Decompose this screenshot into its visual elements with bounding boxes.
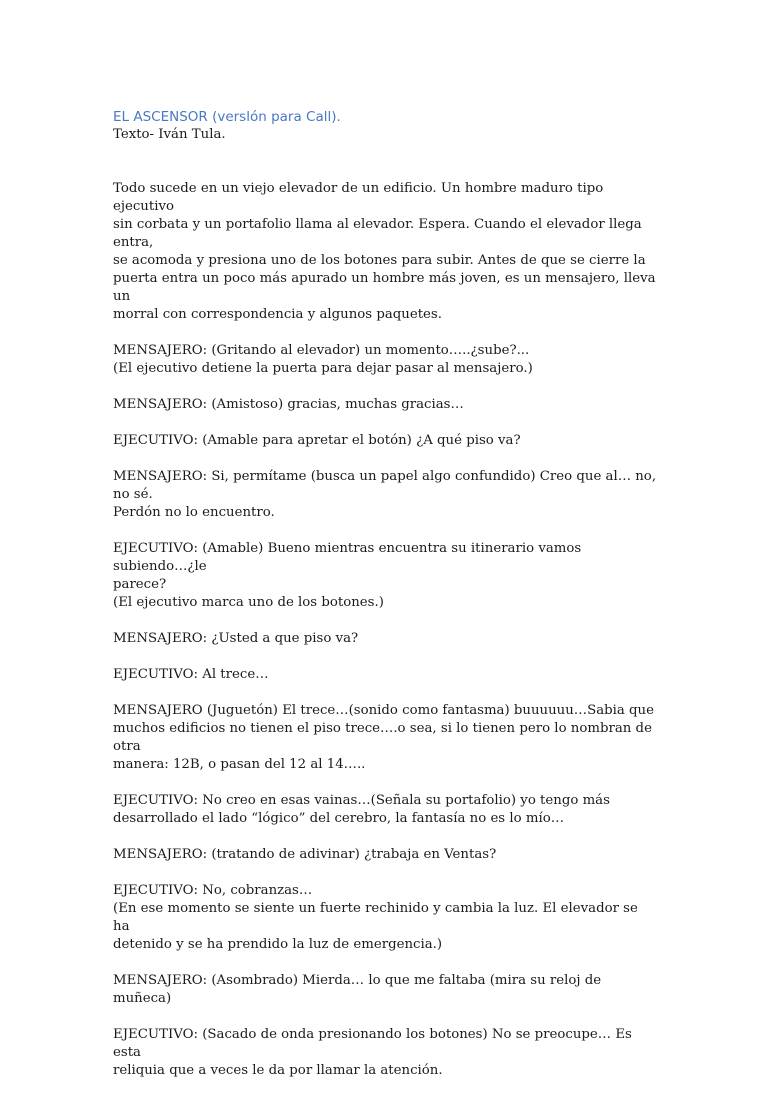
dialogue-paragraph <box>113 972 658 1008</box>
document-author: Texto- Iván Tula. <box>113 127 226 142</box>
dialogue-line: MENSAJERO: (tratando de adivinar) ¿trabaja en Ventas? <box>113 847 497 862</box>
dialogue-line: manera: 12B, o pasan del 12 al 14….. <box>113 757 366 772</box>
dialogue-paragraph <box>113 702 658 774</box>
dialogue-line: EJECUTIVO: (Amable) Bueno mientras encuentra su itinerario vamos subiendo…¿le <box>113 541 582 574</box>
dialogue-paragraph <box>113 882 658 954</box>
dialogue-paragraph <box>113 666 658 684</box>
intro-line: se acomoda y presiona uno de los botones para subir. Antes de que se cierre la <box>113 253 646 268</box>
stage-direction: (El ejecutivo marca uno de los botones.) <box>113 595 384 610</box>
dialogue-line: reliquia que a veces le da por llamar la atención. <box>113 1063 443 1078</box>
dialogue-paragraph <box>113 792 658 828</box>
intro-line: morral con correspondencia y algunos paquetes. <box>113 307 442 322</box>
dialogue-line: MENSAJERO: (Amistoso) gracias, muchas gracias… <box>113 397 464 412</box>
dialogue-paragraph <box>113 1026 658 1080</box>
dialogue-line: EJECUTIVO: (Amable para apretar el botón) ¿A qué piso va? <box>113 433 521 448</box>
stage-direction: (El ejecutivo detiene la puerta para dejar pasar al mensajero.) <box>113 361 533 376</box>
dialogue-line: EJECUTIVO: No, cobranzas… <box>113 883 313 898</box>
dialogue-line: MENSAJERO (Juguetón) El trece…(sonido como fantasma) buuuuuu…Sabia que <box>113 703 654 718</box>
dialogue-paragraph <box>113 540 658 612</box>
dialogue-paragraph <box>113 342 658 378</box>
dialogue-line: MENSAJERO: ¿Usted a que piso va? <box>113 631 359 646</box>
dialogue-line: muchos edificios no tienen el piso trece….o sea, si lo tienen pero lo nombran de otra <box>113 721 652 754</box>
dialogue-line: Perdón no lo encuentro. <box>113 505 275 520</box>
dialogue-line: MENSAJERO: Si, permítame (busca un papel algo confundido) Creo que al… no, no sé. <box>113 469 657 502</box>
intro-line: puerta entra un poco más apurado un hombre más joven, es un mensajero, lleva un <box>113 271 656 304</box>
intro-line: sin corbata y un portafolio llama al elevador. Espera. Cuando el elevador llega entra, <box>113 217 642 250</box>
document-body <box>113 108 658 1098</box>
intro-paragraph <box>113 180 658 324</box>
document-title: EL ASCENSOR (verslón para Call). <box>113 109 341 125</box>
dialogue-paragraph <box>113 630 658 648</box>
stage-direction: detenido y se ha prendido la luz de emergencia.) <box>113 937 443 952</box>
dialogue-line: EJECUTIVO: (Sacado de onda presionando los botones) No se preocupe… Es esta <box>113 1027 632 1060</box>
dialogue-paragraph <box>113 468 658 522</box>
dialogue-line: desarrollado el lado “lógico” del cerebro, la fantasía no es lo mío… <box>113 811 565 826</box>
dialogue-line: EJECUTIVO: No creo en esas vainas…(Señala su portafolio) yo tengo más <box>113 793 610 808</box>
stage-direction: (En ese momento se siente un fuerte rechinido y cambia la luz. El elevador se ha <box>113 901 638 934</box>
intro-line: Todo sucede en un viejo elevador de un edificio. Un hombre maduro tipo ejecutivo <box>113 181 604 214</box>
dialogue-line: MENSAJERO: (Gritando al elevador) un momento…..¿sube?... <box>113 343 530 358</box>
dialogue-line: EJECUTIVO: Al trece… <box>113 667 269 682</box>
dialogue-line: MENSAJERO: (Asombrado) Mierda… lo que me faltaba (mira su reloj de muñeca) <box>113 973 602 1006</box>
dialogue-paragraph <box>113 396 658 414</box>
dialogue-line: parece? <box>113 577 167 592</box>
dialogue-paragraph <box>113 432 658 450</box>
dialogue-paragraph <box>113 846 658 864</box>
